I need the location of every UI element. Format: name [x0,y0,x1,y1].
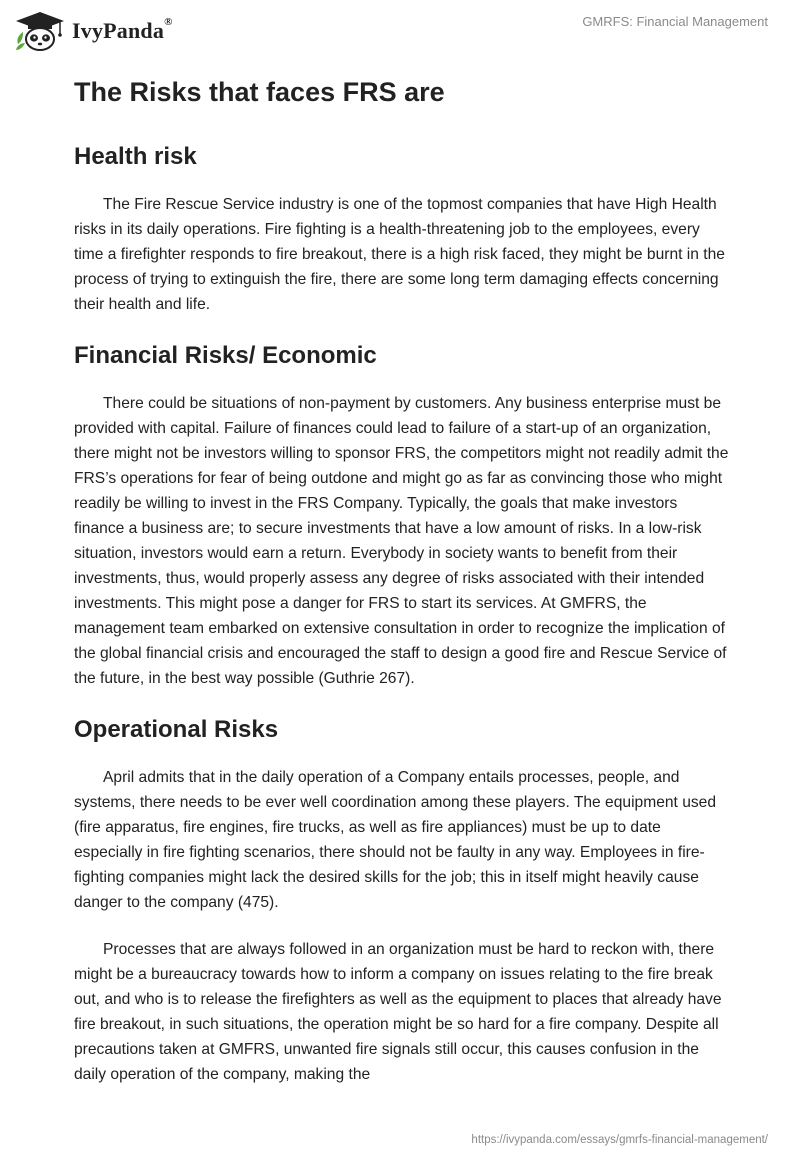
page-header [0,0,800,70]
section-heading-financial-risks: Financial Risks/ Economic [74,342,377,369]
paragraph: Processes that are always followed in an organization must be hard to reckon with, there might be a bureaucracy towards how to inform a company on issues relating to the fire break out, and who is to release the firefighters as well as the equipment to places that already have fire breakout, in such situations, the operation might be so hard for a fire company. Despite all precautions taken at GMFRS, unwanted fire signals still occur, this causes confusion in the daily operation of the company, making the [74,941,722,1083]
brand-name: IvyPanda® [72,16,173,43]
document-title: GMRFS: Financial Management [582,14,768,29]
paragraph: There could be situations of non-payment by customers. Any business enterprise must be provided with capital. Failure of finances could lead to failure of a start-up of an organization, there might not be investors willing to sponsor FRS, the competitors might not readily admit the FRS’s operations for fear of being outdone and might go as far as convincing those who might readily be willing to invest in the FRS Company. Typically, the goals that make investors finance a business are; to secure investments that have a low amount of risks. In a low-risk situation, investors would earn a return. Everybody in society wants to benefit from their investments, thus, would properly assess any degree of risks associated with their intended investments. This might pose a danger for FRS to start its services. At GMFRS, the management team embarked on extensive consultation in order to recognize the implication of the global financial crisis and encouraged the staff to design a good fire and Rescue Service of the future, in the best way possible (Guthrie 267). [74,395,729,687]
section-heading-health-risk: Health risk [74,143,197,170]
page-title: The Risks that faces FRS are [74,77,445,107]
paragraph: April admits that in the daily operation of a Company entails processes, people, and systems, there needs to be ever well coordination among these players. The equipment used (fire apparatus, fire engines, fire trucks, as well as fire appliances) must be up to date especially in fire fighting scenarios, there should not be faulty in any way. Employees in fire-fighting companies might lack the desired skills for the job; this in itself might heavily cause danger to the company (475). [74,769,717,911]
paragraph: The Fire Rescue Service industry is one of the topmost companies that have High Health risks in its daily operations. Fire fighting is a health-threatening job to the employees, every time a firefighter responds to fire breakout, there is a high risk faced, they might be burnt in the process of trying to extinguish the fire, there are some long term damaging effects concerning their health and life. [74,196,725,313]
registered-mark: ® [164,16,173,28]
article-body [74,72,730,1109]
section-heading-operational-risks: Operational Risks [74,716,279,743]
source-url[interactable]: https://ivypanda.com/essays/gmrfs-financial-management/ [471,1134,768,1146]
ivypanda-logo[interactable] [14,10,173,52]
panda-graduate-logo-icon [14,10,66,52]
